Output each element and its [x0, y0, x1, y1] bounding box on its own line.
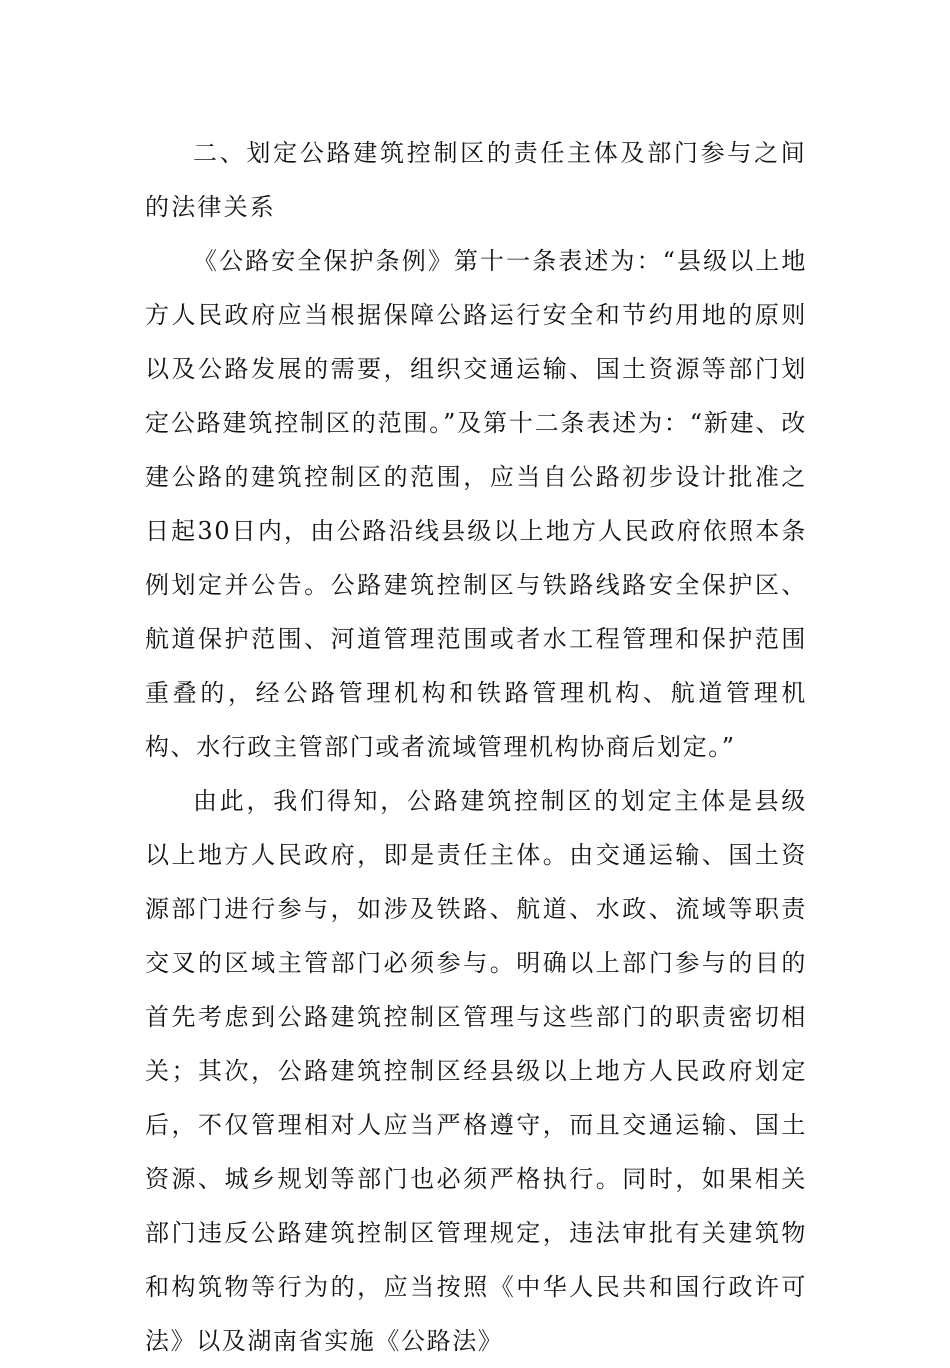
paragraph-regulation-quote: 《公路安全保护条例》第十一条表述为：“县级以上地方人民政府应当根据保障公路运行安全和节约用地的原则以及公路发展的需要，组织交通运输、国土资源等部门划定公路建筑控制区的范围。”及第十二条表述为：“新建、改建公路的建筑控制区的范围，应当自公路初步设计批准之日起30日内，由公路沿线县级以上地方人民政府依照本条例划定并公告。公路建筑控制区与铁路线路安全保护区、航道保护范围、河道管理范围或者水工程管理和保护范围重叠的，经公路管理机构和铁路管理机构、航道管理机构、水行政主管部门或者流域管理机构协商后划定。”: [145, 247, 807, 761]
paragraph-analysis: 由此，我们得知，公路建筑控制区的划定主体是县级以上地方人民政府，即是责任主体。由交通运输、国土资源部门进行参与，如涉及铁路、航道、水政、流域等职责交叉的区域主管部门必须参与。明确以上部门参与的目的首先考虑到公路建筑控制区管理与这些部门的职责密切相关；其次，公路建筑控制区经县级以上地方人民政府划定后，不仅管理相对人应当严格遵守，而且交通运输、国土资源、城乡规划等部门也必须严格执行。同时，如果相关部门违反公路建筑控制区管理规定，违法审批有关建筑物和构筑物等行为的，应当按照《中华人民共和国行政许可法》以及湖南省实施《公路法》: [145, 787, 807, 1355]
section-heading: 二、划定公路建筑控制区的责任主体及部门参与之间的法律关系: [145, 139, 807, 221]
document-body: [145, 126, 807, 1368]
